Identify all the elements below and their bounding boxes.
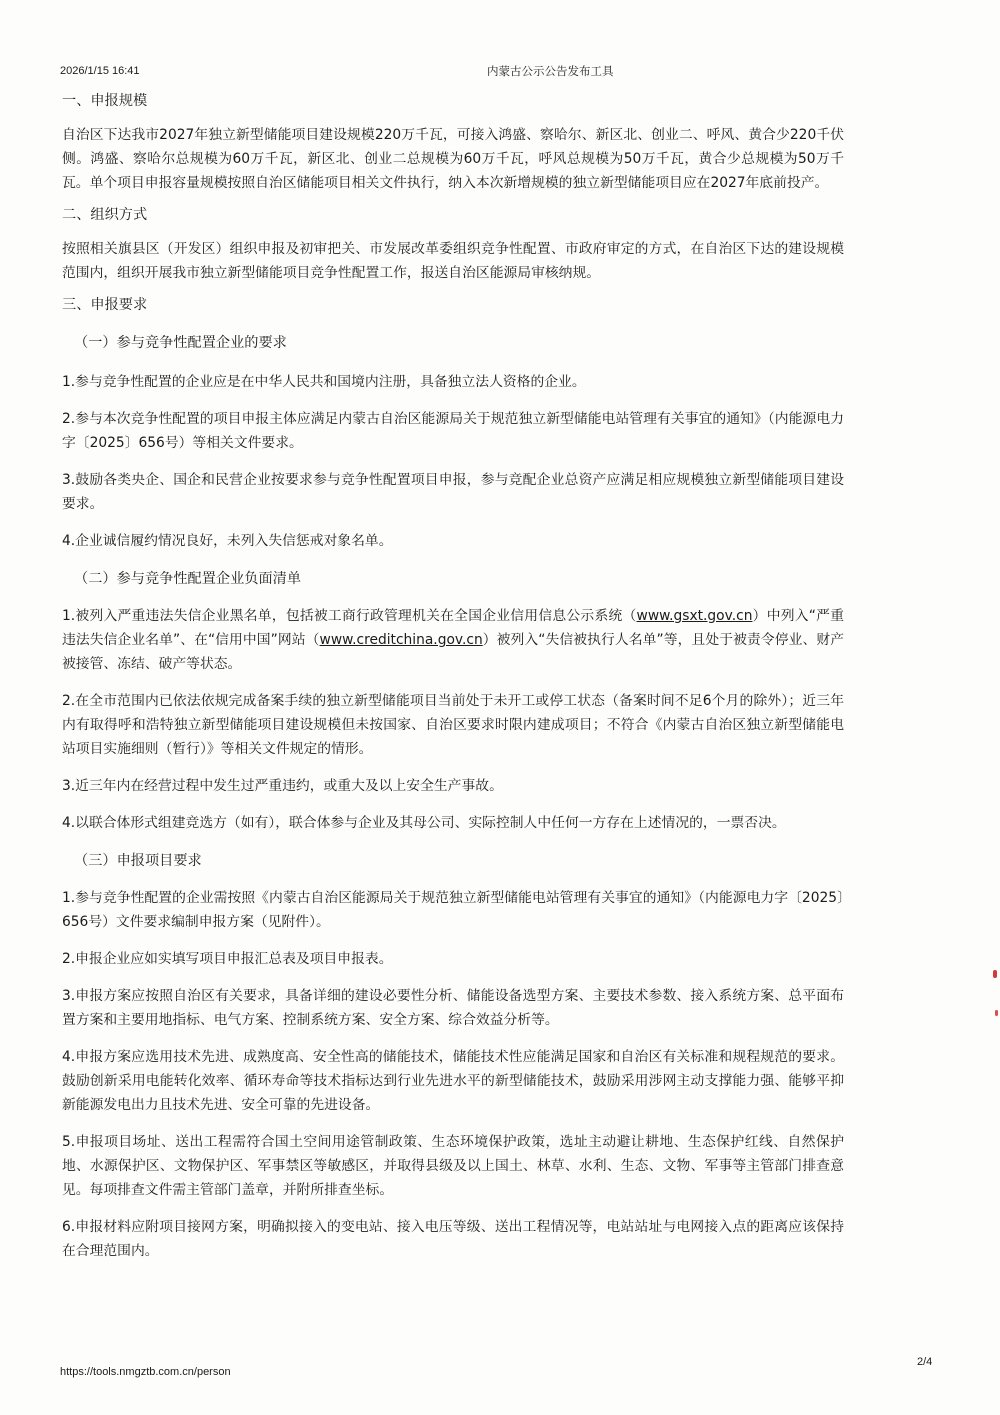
paragraph-item: 3.申报方案应按照自治区有关要求，具备详细的建设必要性分析、储能设备选型方案、主要技术参数、接入系统方案、总平面布置方案和主要用地指标、电气方案、控制系统方案、安全方案、综合效益分析等。 (62, 988, 844, 1028)
page-number: 2/4 (917, 1356, 933, 1368)
link-para-text: ）中列入“严重违法失信企业名单”、在“信用中国”网站（ (62, 608, 844, 648)
paragraph-scale: 自治区下达我市2027年独立新型储能项目建设规模220万千瓦，可接入鸿盛、察哈尔、新区北、创业二、呼风、黄合少220千伏侧。鸿盛、察哈尔总规模为60万千瓦，新区北、创业二总规模为60万千瓦，呼风总规模为50万千瓦，黄合少总规模为50万千瓦。单个项目申报容量规模按照自治区储能项目相关文件执行，纳入本次新增规模的独立新型储能项目应在2027年底前投产。 (62, 127, 844, 191)
paragraph-item: 2.在全市范围内已依法依规完成备案手续的独立新型储能项目当前处于未开工或停工状态（备案时间不足6个月的除外）；近三年内有取得呼和浩特独立新型储能项目建设规模但未按国家、自治区要求时限内建成项目；不符合《内蒙古自治区独立新型储能电站项目实施细则（暂行）》等相关文件规定的情形。 (62, 693, 844, 757)
gsxt-link[interactable]: www.gsxt.gov.cn (636, 608, 753, 624)
section-heading-scale: 一、申报规模 (62, 93, 148, 109)
paragraph-item: 4.申报方案应选用技术先进、成熟度高、安全性高的储能技术，储能技术性应能满足国家和自治区有关标准和规程规范的要求。鼓励创新采用电能转化效率、循环寿命等技术指标达到行业先进水平的新型储能技术，鼓励采用涉网主动支撑能力强、能够平抑新能源发电出力且技术先进、安全可靠的先进设备。 (62, 1049, 844, 1113)
subsection-heading-project: （三）申报项目要求 (74, 853, 202, 869)
paragraph-item: 6.申报材料应附项目接网方案，明确拟接入的变电站、接入电压等级、送出工程情况等，电站站址与电网接入点的距离应该保持在合理范围内。 (62, 1219, 844, 1259)
seal-edge-mark (993, 970, 997, 978)
link-para-text: ）被列入“失信被执行人名单”等，且处于被责令停业、财产被接管、冻结、破产等状态。 (62, 632, 844, 672)
paragraph-item: 2.申报企业应如实填写项目申报汇总表及项目申报表。 (62, 951, 393, 967)
paragraph-organization: 按照相关旗县区（开发区）组织申报及初审把关、市发展改革委组织竞争性配置、市政府审定的方式，在自治区下达的建设规模范围内，组织开展我市独立新型储能项目竞争性配置工作，报送自治区能源局审核纳规。 (62, 241, 844, 281)
link-para-text: 1.被列入严重违法失信企业黑名单，包括被工商行政管理机关在全国企业信用信息公示系统（ (62, 608, 637, 624)
paragraph-item: 2.参与本次竞争性配置的项目申报主体应满足内蒙古自治区能源局关于规范独立新型储能电站管理有关事宜的通知》（内能源电力字〔2025〕656号）等相关文件要求。 (62, 411, 844, 451)
seal-edge-mark (995, 1010, 998, 1016)
subsection-heading-negative-list: （二）参与竞争性配置企业负面清单 (74, 571, 302, 587)
creditchina-link[interactable]: www.creditchina.gov.cn (319, 632, 483, 648)
paragraph-item: 5.申报项目场址、送出工程需符合国土空间用途管制政策、生态环境保护政策，选址主动避让耕地、生态保护红线、自然保护地、水源保护区、文物保护区、军事禁区等敏感区，并取得县级及以上国土、林草、水利、生态、文物、军事等主管部门排查意见。每项排查文件需主管部门盖章，并附所排查坐标。 (62, 1134, 844, 1198)
footer-url: https://tools.nmgztb.com.cn/person (60, 1366, 231, 1378)
paragraph-item: 3.鼓励各类央企、国企和民营企业按要求参与竞争性配置项目申报，参与竞配企业总资产应满足相应规模独立新型储能项目建设要求。 (62, 472, 844, 512)
paragraph-item: 1.参与竞争性配置的企业应是在中华人民共和国境内注册，具备独立法人资格的企业。 (62, 374, 586, 390)
document-header-title: 内蒙古公示公告发布工具 (487, 64, 614, 78)
paragraph-item: 3.近三年内在经营过程中发生过严重违约，或重大及以上安全生产事故。 (62, 778, 503, 794)
paragraph-item: 4.以联合体形式组建竞选方（如有），联合体参与企业及其母公司、实际控制人中任何一方存在上述情况的，一票否决。 (62, 815, 786, 831)
subsection-heading-enterprise: （一）参与竞争性配置企业的要求 (74, 335, 287, 351)
print-date: 2026/1/15 16:41 (60, 65, 140, 77)
paragraph-item: 1.参与竞争性配置的企业需按照《内蒙古自治区能源局关于规范独立新型储能电站管理有关事宜的通知》（内能源电力字〔2025〕656号）文件要求编制申报方案（见附件）。 (62, 890, 844, 930)
section-heading-requirements: 三、申报要求 (62, 297, 148, 313)
paragraph-item: 4.企业诚信履约情况良好，未列入失信惩戒对象名单。 (62, 533, 393, 549)
section-heading-organization: 二、组织方式 (62, 207, 148, 223)
document-body (62, 90, 844, 1263)
paragraph-item-with-links (62, 604, 844, 676)
